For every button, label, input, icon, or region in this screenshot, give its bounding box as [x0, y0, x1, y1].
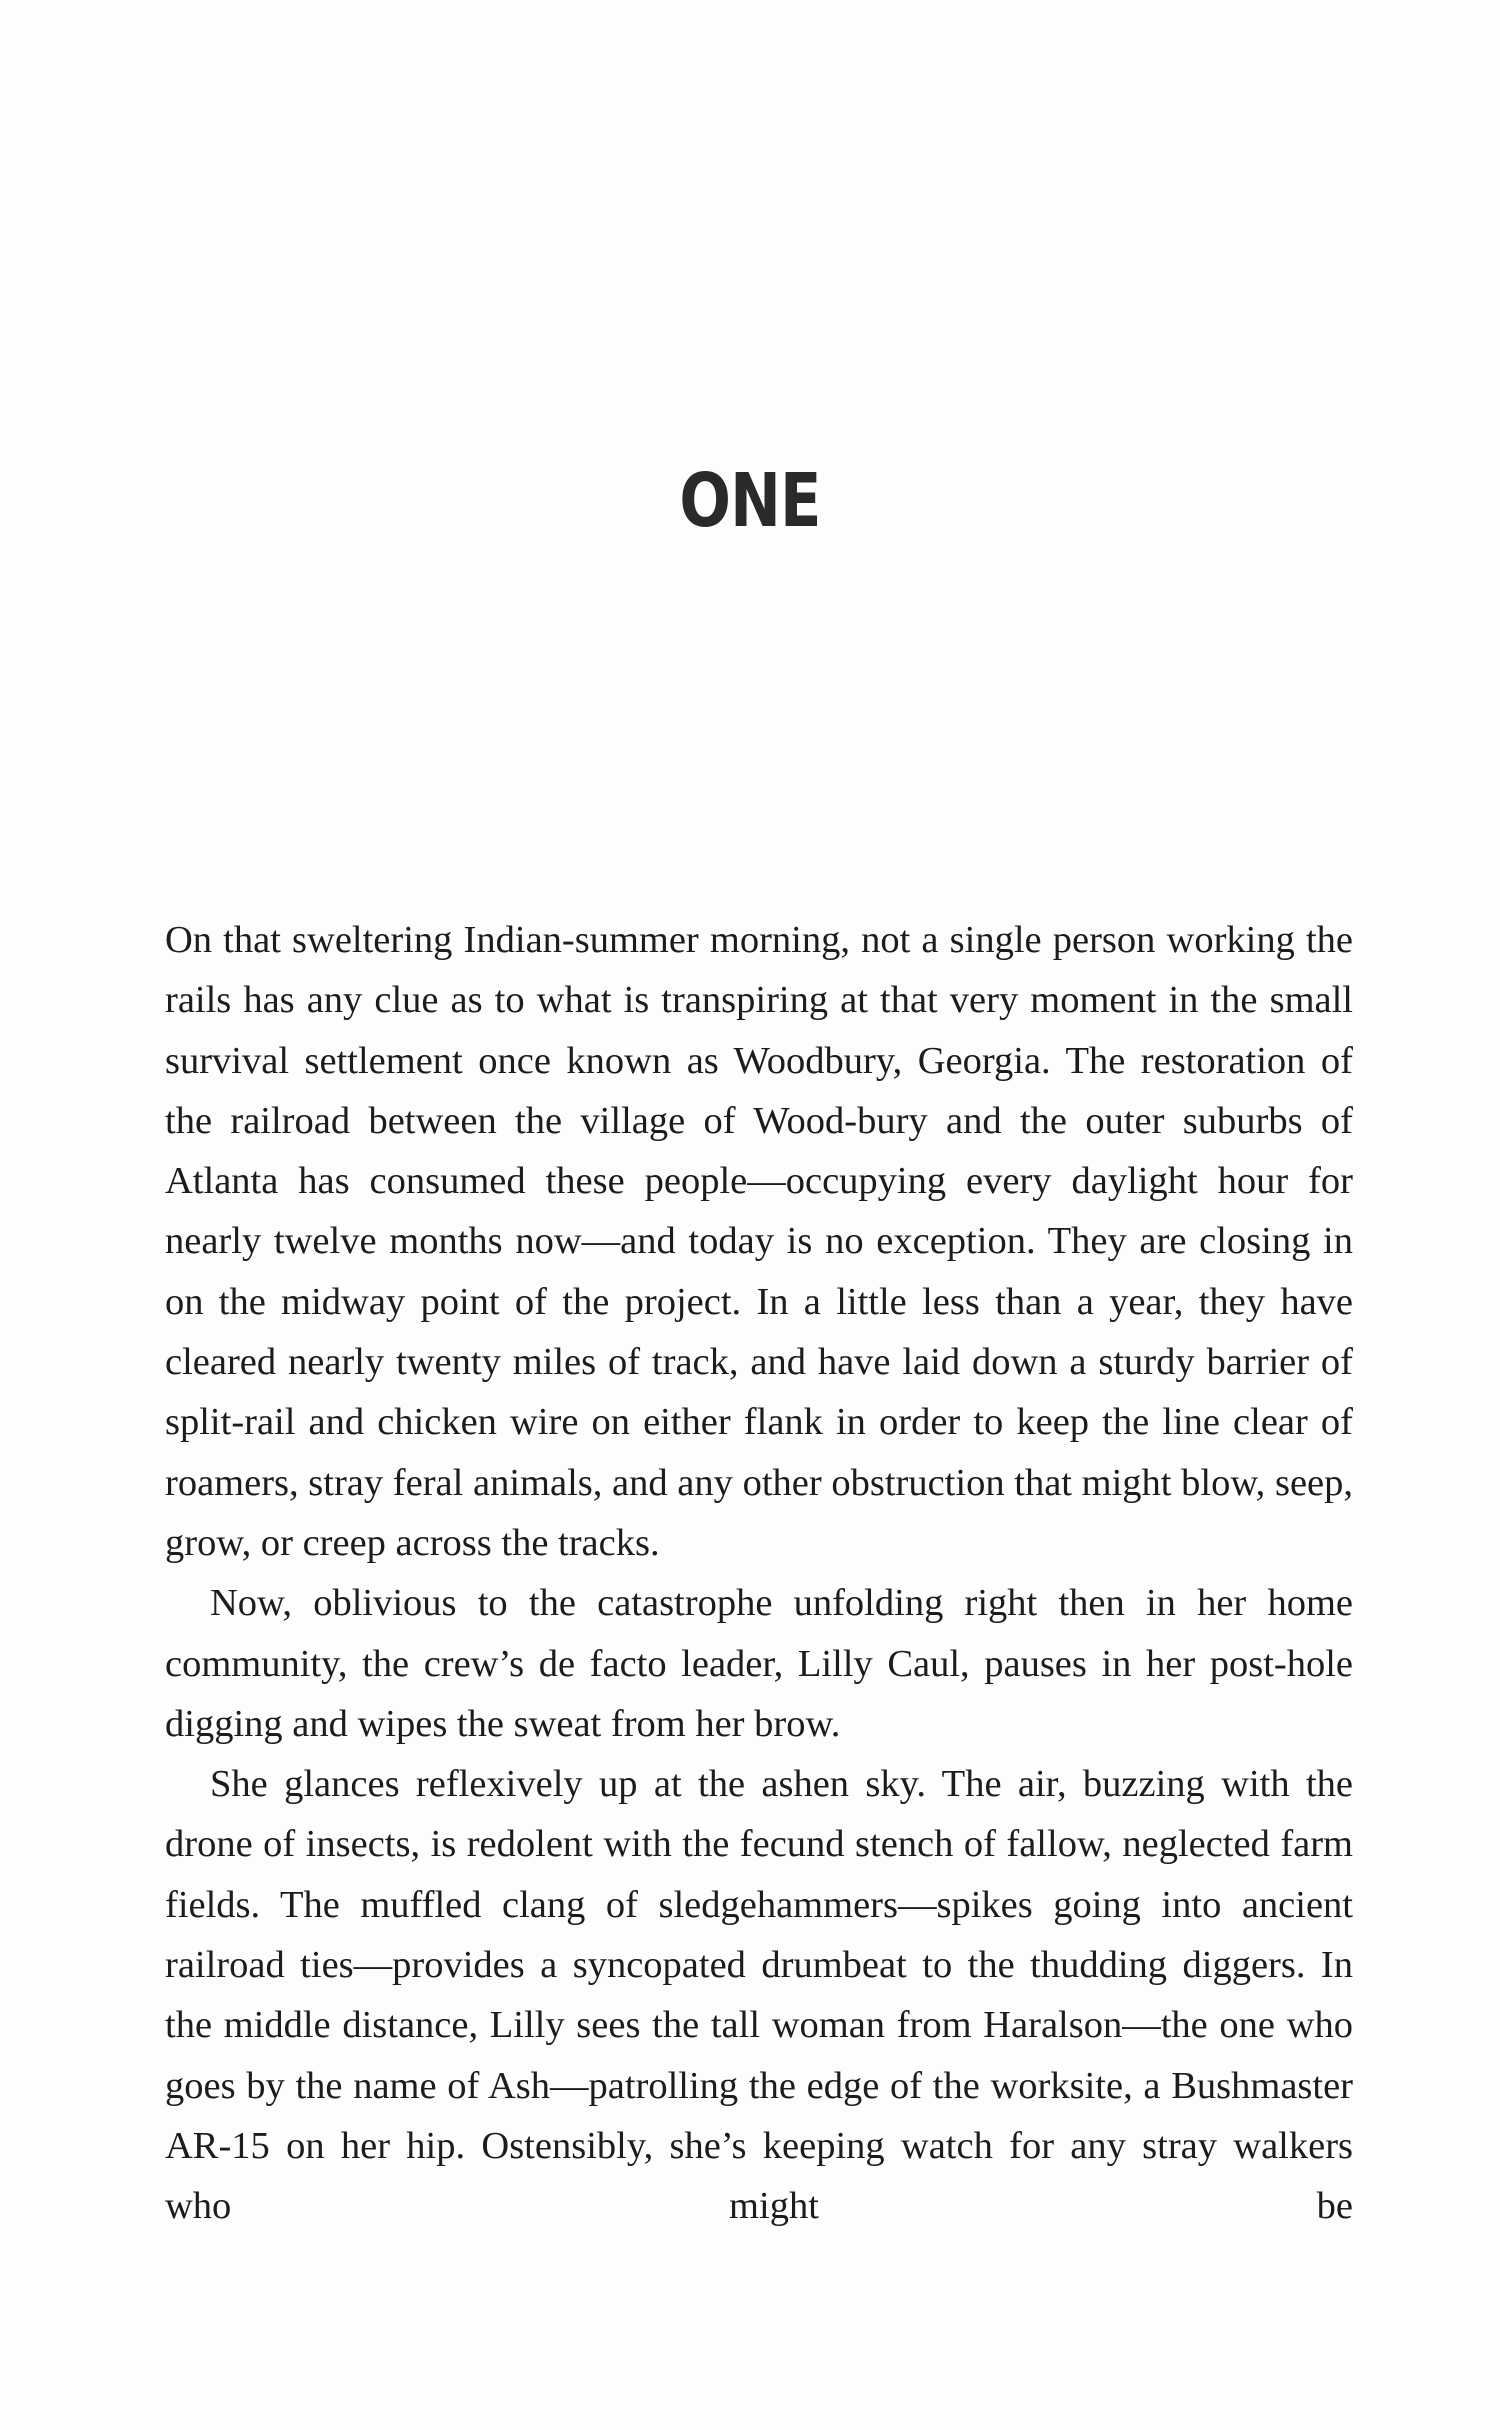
chapter-body	[165, 910, 1353, 2237]
paragraph-2: Now, oblivious to the catastrophe unfolding right then in her home community, the crew’s de facto leader, Lilly Caul, pauses in her post-hole digging and wipes the sweat from her brow.	[165, 1582, 1353, 1745]
paragraph-3: She glances reflexively up at the ashen sky. The air, buzzing with the drone of insects, is redolent with the fecund stench of fallow, neglected farm fields. The muffled clang of sledgehammers—spikes going into ancient railroad ties—provides a syncopated drumbeat to the thudding diggers. In the middle distance, Lilly sees the tall woman from Haralson—the one who goes by the name of Ash—patrolling the edge of the worksite, a Bushmaster AR-15 on her hip. Ostensibly, she’s keeping watch for any stray walkers who might be	[165, 1763, 1353, 2228]
paragraph-1: On that sweltering Indian-summer morning, not a single person working the rails has any clue as to what is transpiring at that very moment in the small survival settlement once known as Woodbury, Georgia. The restoration of the railroad between the village of Wood-bury and the outer suburbs of Atlanta has consumed these people—occupying every daylight hour for nearly twelve months now—and today is no exception. They are closing in on the midway point of the project. In a little less than a year, they have cleared nearly twenty miles of track, and have laid down a sturdy barrier of split-rail and chicken wire on either flank in order to keep the line clear of roamers, stray feral animals, and any other obstruction that might blow, seep, grow, or creep across the tracks.	[165, 919, 1353, 1564]
chapter-title: ONE	[679, 458, 821, 544]
